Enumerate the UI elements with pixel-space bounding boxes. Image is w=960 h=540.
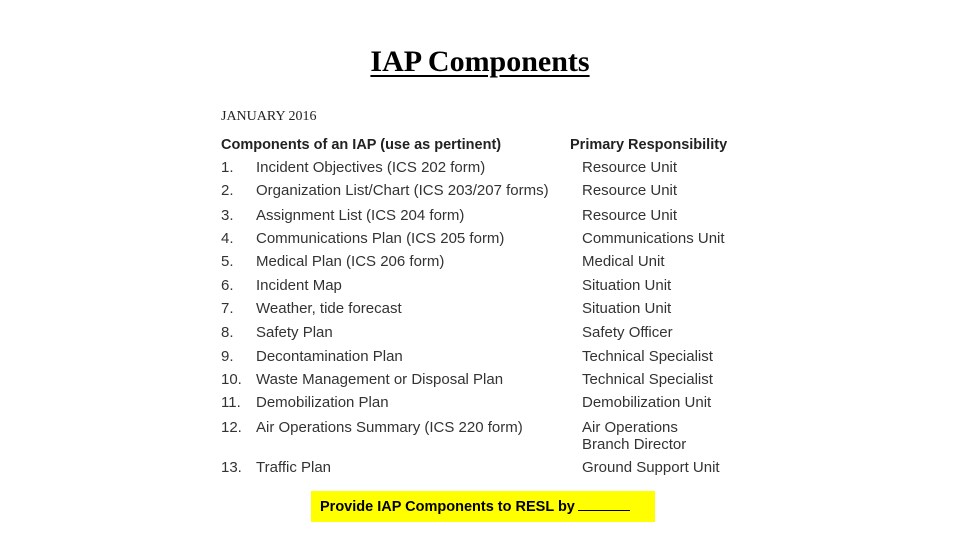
responsibility: Communications Unit [582, 230, 725, 247]
row-number: 2. [221, 182, 234, 199]
responsibility: Situation Unit [582, 277, 672, 294]
component-name: Waste Management or Disposal Plan [256, 371, 504, 388]
document-date: JANUARY 2016 [221, 109, 317, 124]
component-name: Decontamination Plan [256, 348, 403, 365]
row-number: 10. [221, 371, 242, 388]
component-name: Assignment List (ICS 204 form) [256, 207, 465, 224]
component-name: Organization List/Chart (ICS 203/207 forms) [256, 182, 549, 199]
row-number: 9. [221, 348, 234, 365]
row-number: 5. [221, 253, 234, 270]
responsibility: Ground Support Unit [582, 459, 720, 476]
row-number: 13. [221, 459, 242, 476]
responsibility: Situation Unit [582, 300, 672, 317]
banner-blank-line [578, 498, 630, 511]
row-number: 3. [221, 207, 234, 224]
responsibility: Technical Specialist [582, 371, 713, 388]
responsibility: Technical Specialist [582, 348, 713, 365]
component-name: Incident Objectives (ICS 202 form) [256, 159, 486, 176]
row-number: 12. [221, 419, 242, 436]
responsibility: Resource Unit [582, 159, 678, 176]
responsibility: Resource Unit [582, 207, 678, 224]
banner-label: Provide IAP Components to RESL by [320, 499, 575, 515]
responsibility: Medical Unit [582, 253, 665, 270]
slide-title: IAP Components [370, 45, 590, 78]
highlight-banner [311, 491, 655, 522]
banner-text [320, 498, 630, 516]
row-number: 7. [221, 300, 234, 317]
component-name: Communications Plan (ICS 205 form) [256, 230, 505, 247]
row-number: 8. [221, 324, 234, 341]
row-number: 6. [221, 277, 234, 294]
responsibility-column-header: Primary Responsibility [570, 137, 728, 153]
component-name: Medical Plan (ICS 206 form) [256, 253, 445, 270]
component-name: Demobilization Plan [256, 394, 389, 411]
component-name: Traffic Plan [256, 459, 332, 476]
component-name: Safety Plan [256, 324, 333, 341]
component-name: Incident Map [256, 277, 342, 294]
responsibility: Demobilization Unit [582, 394, 712, 411]
responsibility: Resource Unit [582, 182, 678, 199]
row-number: 11. [221, 394, 241, 411]
components-column-header: Components of an IAP (use as pertinent) [221, 137, 502, 153]
responsibility: Safety Officer [582, 324, 673, 341]
responsibility: Air Operations Branch Director [582, 419, 687, 453]
row-number: 1. [221, 159, 234, 176]
row-number: 4. [221, 230, 234, 247]
component-name: Weather, tide forecast [256, 300, 402, 317]
component-name: Air Operations Summary (ICS 220 form) [256, 419, 523, 436]
